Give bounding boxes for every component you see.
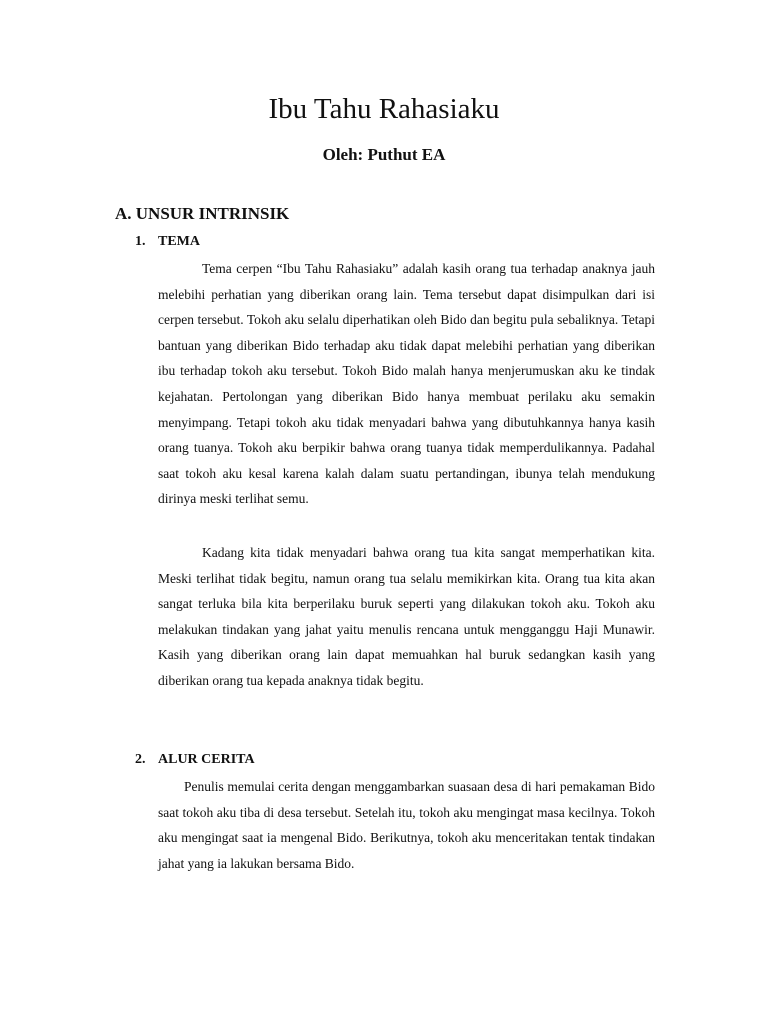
- subheading-label: ALUR CERITA: [158, 752, 255, 767]
- document-author: Oleh: Puthut EA: [322, 145, 446, 164]
- section-heading: A. UNSUR INTRINSIK: [115, 204, 290, 223]
- document-title: Ibu Tahu Rahasiaku: [268, 93, 500, 125]
- subheading-number: 1.: [135, 234, 146, 249]
- subheading-number: 2.: [135, 752, 146, 767]
- paragraph-tema-2: Kadang kita tidak menyadari bahwa orang tua kita sangat memperhatikan kita. Meski terlihat tidak begitu, namun orang tua selalu memikirkan kita. Orang tua kita akan sangat terluka bila kita berperilaku buruk seperti yang dilakukan tokoh aku. Tokoh aku melakukan tindakan yang jahat yaitu menulis rencana untuk mengganggu Haji Munawir. Kasih yang diberikan orang lain dapat memuahkan hal buruk sedangkan kasih yang diberikan orang tua kepada anaknya tidak begitu.: [158, 545, 655, 688]
- paragraph-tema-1: Tema cerpen “Ibu Tahu Rahasiaku” adalah kasih orang tua terhadap anaknya jauh melebihi perhatian yang diberikan orang lain. Tema tersebut dapat disimpulkan dari isi cerpen tersebut. Tokoh aku selalu diperhatikan oleh Bido dan begitu pula sebaliknya. Tetapi bantuan yang diberikan Bido terhadap aku tidak dapat melebihi perhatian yang diberikan ibu terhadap tokoh aku tersebut. Tokoh Bido malah hanya menjerumuskan aku ke tindak kejahatan. Pertolongan yang diberikan Bido hanya membuat perilaku aku semakin menyimpang. Tetapi tokoh aku tidak menyadari bahwa yang dibutuhkannya hanya kasih orang tuanya. Tokoh aku berpikir bahwa orang tuanya tidak memperdulikannya. Padahal saat tokoh aku kesal karena kalah dalam suatu pertandingan, ibunya telah mendukung dirinya meski terlihat semu.: [158, 261, 655, 507]
- subheading-label: TEMA: [158, 234, 200, 249]
- subheading-tema: [135, 232, 200, 252]
- paragraph-alur-1: Penulis memulai cerita dengan menggambarkan suasaan desa di hari pemakaman Bido saat tokoh aku tiba di desa tersebut. Setelah itu, tokoh aku mengingat masa kecilnya. Tokoh aku mengingat saat ia mengenal Bido. Berikutnya, tokoh aku menceritakan tentak tindakan jahat yang ia lakukan bersama Bido.: [158, 779, 655, 871]
- subheading-alur-cerita: [135, 750, 255, 770]
